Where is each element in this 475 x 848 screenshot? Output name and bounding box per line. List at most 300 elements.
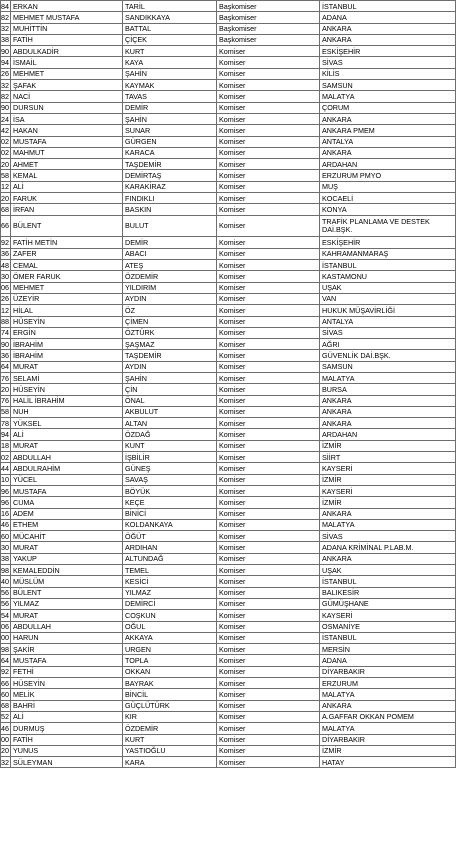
record-number-cell: 84 bbox=[1, 1, 9, 11]
last-name-cell: ÖZDEMİR bbox=[123, 723, 217, 734]
record-number-cell: 10 bbox=[1, 475, 9, 485]
last-name-cell: İŞBİLİR bbox=[123, 452, 217, 463]
first-name-cell: MÜSLÜM bbox=[11, 576, 123, 587]
unit-location-cell: ARDAHAN bbox=[320, 159, 456, 170]
first-name-cell: ÖMER FARUK bbox=[11, 271, 123, 282]
first-name-cell: ÜZEYİR bbox=[11, 293, 123, 304]
unit-location-cell: TRAFİK PLANLAMA VE DESTEK DAİ.BŞK. bbox=[320, 215, 456, 237]
unit-location-cell: SAMSUN bbox=[320, 80, 456, 91]
table-row bbox=[1, 170, 456, 181]
table-row bbox=[1, 406, 456, 417]
table-row bbox=[1, 248, 456, 259]
table-row bbox=[1, 395, 456, 406]
table-row bbox=[1, 113, 456, 124]
unit-location-cell: ANKARA bbox=[320, 406, 456, 417]
rank-cell: Komiser bbox=[217, 418, 320, 429]
record-number-cell: 46 bbox=[1, 520, 9, 530]
record-number-cell: 76 bbox=[1, 373, 9, 383]
last-name-cell: TOPLA bbox=[123, 655, 217, 666]
record-number-cell: 58 bbox=[1, 171, 9, 180]
record-number-cell: 02 bbox=[1, 137, 9, 147]
table-row bbox=[1, 282, 456, 293]
unit-location-cell: OSMANİYE bbox=[320, 621, 456, 632]
rank-cell: Komiser bbox=[217, 711, 320, 722]
last-name-cell: KUNT bbox=[123, 440, 217, 451]
first-name-cell: MUSTAFA bbox=[11, 655, 123, 666]
first-name-cell: HARUN bbox=[11, 632, 123, 643]
table-row bbox=[1, 237, 456, 248]
table-row bbox=[1, 553, 456, 564]
first-name-cell: NUH bbox=[11, 406, 123, 417]
rank-cell: Komiser bbox=[217, 542, 320, 553]
last-name-cell: ÖNAL bbox=[123, 395, 217, 406]
rank-cell: Komiser bbox=[217, 170, 320, 181]
first-name-cell: HÜSEYİN bbox=[11, 678, 123, 689]
first-name-cell: YUNUS bbox=[11, 745, 123, 756]
record-number-cell: 26 bbox=[1, 69, 9, 79]
first-name-cell: YAKUP bbox=[11, 553, 123, 564]
record-number-cell: 98 bbox=[1, 565, 9, 575]
unit-location-cell: İZMİR bbox=[320, 745, 456, 756]
record-number-cell: 98 bbox=[1, 644, 9, 654]
rank-cell: Komiser bbox=[217, 91, 320, 102]
record-number-cell: 96 bbox=[1, 486, 9, 496]
unit-location-cell: ANKARA bbox=[320, 508, 456, 519]
first-name-cell: DURSUN bbox=[11, 102, 123, 113]
rank-cell: Komiser bbox=[217, 440, 320, 451]
unit-location-cell: DİYARBAKIR bbox=[320, 734, 456, 745]
last-name-cell: ABACI bbox=[123, 248, 217, 259]
first-name-cell: MUSTAFA bbox=[11, 485, 123, 496]
record-number-cell: 36 bbox=[1, 350, 9, 360]
last-name-cell: AKKAYA bbox=[123, 632, 217, 643]
unit-location-cell: KONYA bbox=[320, 204, 456, 215]
record-number-cell: 38 bbox=[1, 35, 9, 45]
first-name-cell: BAHRİ bbox=[11, 700, 123, 711]
record-number-cell: 66 bbox=[1, 678, 9, 688]
last-name-cell: KURT bbox=[123, 46, 217, 57]
first-name-cell: HAKAN bbox=[11, 125, 123, 136]
rank-cell: Komiser bbox=[217, 204, 320, 215]
table-row bbox=[1, 678, 456, 689]
last-name-cell: BAYRAK bbox=[123, 678, 217, 689]
rank-cell: Komiser bbox=[217, 723, 320, 734]
unit-location-cell: A.GAFFAR OKKAN POMEM bbox=[320, 711, 456, 722]
first-name-cell: MELİK bbox=[11, 689, 123, 700]
unit-location-cell: SAMSUN bbox=[320, 361, 456, 372]
rank-cell: Komiser bbox=[217, 305, 320, 316]
first-name-cell: ALİ bbox=[11, 429, 123, 440]
last-name-cell: SANDIKKAYA bbox=[123, 12, 217, 23]
first-name-cell: İSMAİL bbox=[11, 57, 123, 68]
unit-location-cell: İSTANBUL bbox=[320, 1, 456, 12]
last-name-cell: ÖĞÜT bbox=[123, 531, 217, 542]
last-name-cell: BULUT bbox=[123, 215, 217, 237]
first-name-cell: SELAMİ bbox=[11, 373, 123, 384]
record-number-cell: 16 bbox=[1, 509, 9, 519]
table-row bbox=[1, 46, 456, 57]
unit-location-cell: HUKUK MÜŞAVİRLİĞİ bbox=[320, 305, 456, 316]
unit-location-cell: MALATYA bbox=[320, 689, 456, 700]
rank-cell: Komiser bbox=[217, 757, 320, 768]
first-name-cell: KEMALEDDİN bbox=[11, 565, 123, 576]
rank-cell: Komiser bbox=[217, 316, 320, 327]
last-name-cell: ARDIHAN bbox=[123, 542, 217, 553]
unit-location-cell: ESKİŞEHİR bbox=[320, 46, 456, 57]
last-name-cell: ÖZDEMİR bbox=[123, 271, 217, 282]
unit-location-cell: İZMİR bbox=[320, 497, 456, 508]
last-name-cell: URGEN bbox=[123, 644, 217, 655]
rank-cell: Komiser bbox=[217, 260, 320, 271]
first-name-cell: MURAT bbox=[11, 361, 123, 372]
unit-location-cell: ANKARA bbox=[320, 395, 456, 406]
rank-cell: Komiser bbox=[217, 565, 320, 576]
table-row bbox=[1, 260, 456, 271]
table-row bbox=[1, 181, 456, 192]
unit-location-cell: HATAY bbox=[320, 757, 456, 768]
first-name-cell: BÜLENT bbox=[11, 587, 123, 598]
rank-cell: Komiser bbox=[217, 655, 320, 666]
rank-cell: Komiser bbox=[217, 293, 320, 304]
record-number-cell: 82 bbox=[1, 91, 9, 101]
first-name-cell: ABDULLAH bbox=[11, 452, 123, 463]
rank-cell: Komiser bbox=[217, 598, 320, 609]
record-number-cell: 06 bbox=[1, 283, 9, 293]
record-number-cell: 90 bbox=[1, 46, 9, 56]
first-name-cell: FARUK bbox=[11, 193, 123, 204]
rank-cell: Komiser bbox=[217, 452, 320, 463]
table-row bbox=[1, 361, 456, 372]
first-name-cell: İBRAHİM bbox=[11, 350, 123, 361]
record-number-cell: 88 bbox=[1, 317, 9, 327]
record-number-cell: 36 bbox=[1, 249, 9, 259]
first-name-cell: HALİL İBRAHİM bbox=[11, 395, 123, 406]
unit-location-cell: MUŞ bbox=[320, 181, 456, 192]
table-row bbox=[1, 68, 456, 79]
table-row bbox=[1, 632, 456, 643]
unit-location-cell: KAYSERİ bbox=[320, 610, 456, 621]
rank-cell: Komiser bbox=[217, 734, 320, 745]
last-name-cell: KIR bbox=[123, 711, 217, 722]
first-name-cell: ERGİN bbox=[11, 327, 123, 338]
first-name-cell: ABDULKADİR bbox=[11, 46, 123, 57]
first-name-cell: AHMET bbox=[11, 159, 123, 170]
last-name-cell: TAŞDEMİR bbox=[123, 159, 217, 170]
unit-location-cell: DİYARBAKIR bbox=[320, 666, 456, 677]
first-name-cell: HÜSEYİN bbox=[11, 384, 123, 395]
last-name-cell: GÜRGEN bbox=[123, 136, 217, 147]
first-name-cell: ADEM bbox=[11, 508, 123, 519]
rank-cell: Komiser bbox=[217, 406, 320, 417]
table-row bbox=[1, 723, 456, 734]
first-name-cell: FETHİ bbox=[11, 666, 123, 677]
unit-location-cell: ESKİŞEHİR bbox=[320, 237, 456, 248]
record-number-cell: 18 bbox=[1, 441, 9, 451]
record-number-cell: 96 bbox=[1, 497, 9, 507]
first-name-cell: ŞAKİR bbox=[11, 644, 123, 655]
record-number-cell: 00 bbox=[1, 735, 9, 745]
last-name-cell: ÖZDAĞ bbox=[123, 429, 217, 440]
last-name-cell: ŞAŞMAZ bbox=[123, 339, 217, 350]
table-row bbox=[1, 542, 456, 553]
rank-cell: Komiser bbox=[217, 68, 320, 79]
first-name-cell: ETHEM bbox=[11, 519, 123, 530]
rank-cell: Başkomiser bbox=[217, 34, 320, 45]
unit-location-cell: BURSA bbox=[320, 384, 456, 395]
rank-cell: Komiser bbox=[217, 474, 320, 485]
unit-location-cell: ANKARA bbox=[320, 34, 456, 45]
record-number-cell: 94 bbox=[1, 430, 9, 440]
unit-location-cell: UŞAK bbox=[320, 282, 456, 293]
record-number-cell: 90 bbox=[1, 103, 9, 113]
table-row bbox=[1, 293, 456, 304]
first-name-cell: HÜSEYİN bbox=[11, 316, 123, 327]
table-row bbox=[1, 576, 456, 587]
last-name-cell: YILDIRIM bbox=[123, 282, 217, 293]
last-name-cell: BATTAL bbox=[123, 23, 217, 34]
table-row bbox=[1, 1, 456, 12]
rank-cell: Komiser bbox=[217, 429, 320, 440]
table-row bbox=[1, 666, 456, 677]
rank-cell: Komiser bbox=[217, 147, 320, 158]
record-number-cell: 68 bbox=[1, 204, 9, 214]
unit-location-cell: ERZURUM PMYO bbox=[320, 170, 456, 181]
unit-location-cell: KASTAMONU bbox=[320, 271, 456, 282]
record-number-cell: 30 bbox=[1, 271, 9, 281]
table-row bbox=[1, 689, 456, 700]
first-name-cell: MEHMET bbox=[11, 68, 123, 79]
table-row bbox=[1, 531, 456, 542]
record-number-cell: 56 bbox=[1, 588, 9, 598]
unit-location-cell: KİLİS bbox=[320, 68, 456, 79]
record-number-cell: 66 bbox=[1, 215, 11, 237]
record-number-cell: 82 bbox=[1, 12, 9, 22]
unit-location-cell: ANKARA bbox=[320, 418, 456, 429]
last-name-cell: ŞAHİN bbox=[123, 373, 217, 384]
personnel-table-body bbox=[1, 1, 456, 768]
record-number-cell: 54 bbox=[1, 610, 9, 620]
unit-location-cell: VAN bbox=[320, 293, 456, 304]
table-row bbox=[1, 305, 456, 316]
last-name-cell: KARA bbox=[123, 757, 217, 768]
last-name-cell: TARİL bbox=[123, 1, 217, 12]
unit-location-cell: KOCAELİ bbox=[320, 193, 456, 204]
record-number-cell: 44 bbox=[1, 463, 9, 473]
rank-cell: Komiser bbox=[217, 576, 320, 587]
rank-cell: Komiser bbox=[217, 46, 320, 57]
table-row bbox=[1, 23, 456, 34]
record-number-cell: 64 bbox=[1, 362, 9, 372]
first-name-cell: ABDULLAH bbox=[11, 621, 123, 632]
last-name-cell: ÇİN bbox=[123, 384, 217, 395]
rank-cell: Komiser bbox=[217, 80, 320, 91]
unit-location-cell: MALATYA bbox=[320, 519, 456, 530]
last-name-cell: KURT bbox=[123, 734, 217, 745]
record-number-cell: 02 bbox=[1, 148, 9, 158]
last-name-cell: KEÇE bbox=[123, 497, 217, 508]
first-name-cell: DURMUŞ bbox=[11, 723, 123, 734]
last-name-cell: BÖYÜK bbox=[123, 485, 217, 496]
unit-location-cell: İZMİR bbox=[320, 474, 456, 485]
record-number-cell: 20 bbox=[1, 384, 9, 394]
table-row bbox=[1, 350, 456, 361]
unit-location-cell: KAYSERİ bbox=[320, 463, 456, 474]
first-name-cell: MUSTAFA bbox=[11, 136, 123, 147]
unit-location-cell: ANKARA PMEM bbox=[320, 125, 456, 136]
record-number-cell: 74 bbox=[1, 328, 9, 338]
record-number-cell: 42 bbox=[1, 125, 9, 135]
first-name-cell: FATİH bbox=[11, 734, 123, 745]
rank-cell: Komiser bbox=[217, 193, 320, 204]
unit-location-cell: İSTANBUL bbox=[320, 576, 456, 587]
unit-location-cell: MALATYA bbox=[320, 91, 456, 102]
table-row bbox=[1, 80, 456, 91]
rank-cell: Komiser bbox=[217, 395, 320, 406]
record-number-cell: 46 bbox=[1, 723, 9, 733]
record-number-cell: 92 bbox=[1, 237, 9, 247]
first-name-cell: MAHMUT bbox=[11, 147, 123, 158]
unit-location-cell: ANKARA bbox=[320, 553, 456, 564]
table-row bbox=[1, 655, 456, 666]
first-name-cell: MEHMET MUSTAFA bbox=[11, 12, 123, 23]
table-row bbox=[1, 452, 456, 463]
rank-cell: Komiser bbox=[217, 678, 320, 689]
unit-location-cell: ANKARA bbox=[320, 113, 456, 124]
rank-cell: Komiser bbox=[217, 689, 320, 700]
first-name-cell: MÜCAHİT bbox=[11, 531, 123, 542]
table-row bbox=[1, 204, 456, 215]
first-name-cell: ALİ bbox=[11, 711, 123, 722]
first-name-cell: CEMAL bbox=[11, 260, 123, 271]
unit-location-cell: ÇORUM bbox=[320, 102, 456, 113]
table-row bbox=[1, 316, 456, 327]
last-name-cell: KOLDANKAYA bbox=[123, 519, 217, 530]
table-row bbox=[1, 598, 456, 609]
last-name-cell: TEMEL bbox=[123, 565, 217, 576]
last-name-cell: ÖZ bbox=[123, 305, 217, 316]
record-number-cell: 02 bbox=[1, 452, 9, 462]
unit-location-cell: ANKARA bbox=[320, 147, 456, 158]
first-name-cell: İBRAHİM bbox=[11, 339, 123, 350]
table-row bbox=[1, 57, 456, 68]
record-number-cell: 26 bbox=[1, 294, 9, 304]
table-row bbox=[1, 610, 456, 621]
last-name-cell: GÜÇLÜTÜRK bbox=[123, 700, 217, 711]
last-name-cell: GÜNEŞ bbox=[123, 463, 217, 474]
rank-cell: Komiser bbox=[217, 102, 320, 113]
record-number-cell: 38 bbox=[1, 554, 9, 564]
record-number-cell: 32 bbox=[1, 24, 9, 34]
table-row bbox=[1, 485, 456, 496]
table-row bbox=[1, 463, 456, 474]
last-name-cell: DEMİRTAŞ bbox=[123, 170, 217, 181]
rank-cell: Komiser bbox=[217, 384, 320, 395]
last-name-cell: KARAKİRAZ bbox=[123, 181, 217, 192]
rank-cell: Komiser bbox=[217, 339, 320, 350]
table-row bbox=[1, 474, 456, 485]
unit-location-cell: ARDAHAN bbox=[320, 429, 456, 440]
last-name-cell: ÖZTÜRK bbox=[123, 327, 217, 338]
first-name-cell: MURAT bbox=[11, 440, 123, 451]
first-name-cell: İSA bbox=[11, 113, 123, 124]
table-row bbox=[1, 734, 456, 745]
unit-location-cell: İSTANBUL bbox=[320, 632, 456, 643]
record-number-cell: 30 bbox=[1, 543, 9, 552]
table-row bbox=[1, 384, 456, 395]
last-name-cell: DEMİR bbox=[123, 102, 217, 113]
first-name-cell: FATİH METİN bbox=[11, 237, 123, 248]
rank-cell: Komiser bbox=[217, 621, 320, 632]
last-name-cell: KAYA bbox=[123, 57, 217, 68]
last-name-cell: ŞAHİN bbox=[123, 68, 217, 79]
last-name-cell: OĞUL bbox=[123, 621, 217, 632]
unit-location-cell: SİİRT bbox=[320, 452, 456, 463]
first-name-cell: CUMA bbox=[11, 497, 123, 508]
table-row bbox=[1, 497, 456, 508]
first-name-cell: MUHİTTİN bbox=[11, 23, 123, 34]
unit-location-cell: BALIKESİR bbox=[320, 587, 456, 598]
record-number-cell: 58 bbox=[1, 407, 9, 417]
first-name-cell: ALİ bbox=[11, 181, 123, 192]
rank-cell: Komiser bbox=[217, 282, 320, 293]
last-name-cell: AYDIN bbox=[123, 293, 217, 304]
record-number-cell: 68 bbox=[1, 701, 9, 711]
table-row bbox=[1, 147, 456, 158]
rank-cell: Komiser bbox=[217, 136, 320, 147]
table-row bbox=[1, 429, 456, 440]
record-number-cell: 40 bbox=[1, 576, 9, 586]
last-name-cell: COŞKUN bbox=[123, 610, 217, 621]
rank-cell: Komiser bbox=[217, 159, 320, 170]
first-name-cell: MEHMET bbox=[11, 282, 123, 293]
last-name-cell: SUNAR bbox=[123, 125, 217, 136]
unit-location-cell: KAYSERİ bbox=[320, 485, 456, 496]
table-row bbox=[1, 271, 456, 282]
rank-cell: Komiser bbox=[217, 113, 320, 124]
last-name-cell: ÇİÇEK bbox=[123, 34, 217, 45]
table-row bbox=[1, 125, 456, 136]
unit-location-cell: İZMİR bbox=[320, 440, 456, 451]
last-name-cell: AYDIN bbox=[123, 361, 217, 372]
first-name-cell: BÜLENT bbox=[11, 215, 123, 237]
unit-location-cell: GÜMÜŞHANE bbox=[320, 598, 456, 609]
record-number-cell: 00 bbox=[1, 633, 9, 643]
record-number-cell: 90 bbox=[1, 339, 9, 349]
table-row bbox=[1, 339, 456, 350]
table-row bbox=[1, 621, 456, 632]
rank-cell: Başkomiser bbox=[217, 1, 320, 12]
unit-location-cell: SİVAS bbox=[320, 57, 456, 68]
table-row bbox=[1, 745, 456, 756]
first-name-cell: ŞAFAK bbox=[11, 80, 123, 91]
record-number-cell: 12 bbox=[1, 182, 9, 192]
table-row bbox=[1, 102, 456, 113]
table-row bbox=[1, 373, 456, 384]
record-number-cell: 24 bbox=[1, 114, 9, 124]
record-number-cell: 64 bbox=[1, 655, 9, 665]
record-number-cell: 06 bbox=[1, 622, 9, 632]
unit-location-cell: İSTANBUL bbox=[320, 260, 456, 271]
rank-cell: Komiser bbox=[217, 237, 320, 248]
first-name-cell: MURAT bbox=[11, 542, 123, 553]
last-name-cell: KAYMAK bbox=[123, 80, 217, 91]
unit-location-cell: ADANA bbox=[320, 12, 456, 23]
unit-location-cell: UŞAK bbox=[320, 565, 456, 576]
record-number-cell: 32 bbox=[1, 80, 9, 90]
last-name-cell: DEMİRCİ bbox=[123, 598, 217, 609]
last-name-cell: TAŞDEMİR bbox=[123, 350, 217, 361]
table-row bbox=[1, 193, 456, 204]
